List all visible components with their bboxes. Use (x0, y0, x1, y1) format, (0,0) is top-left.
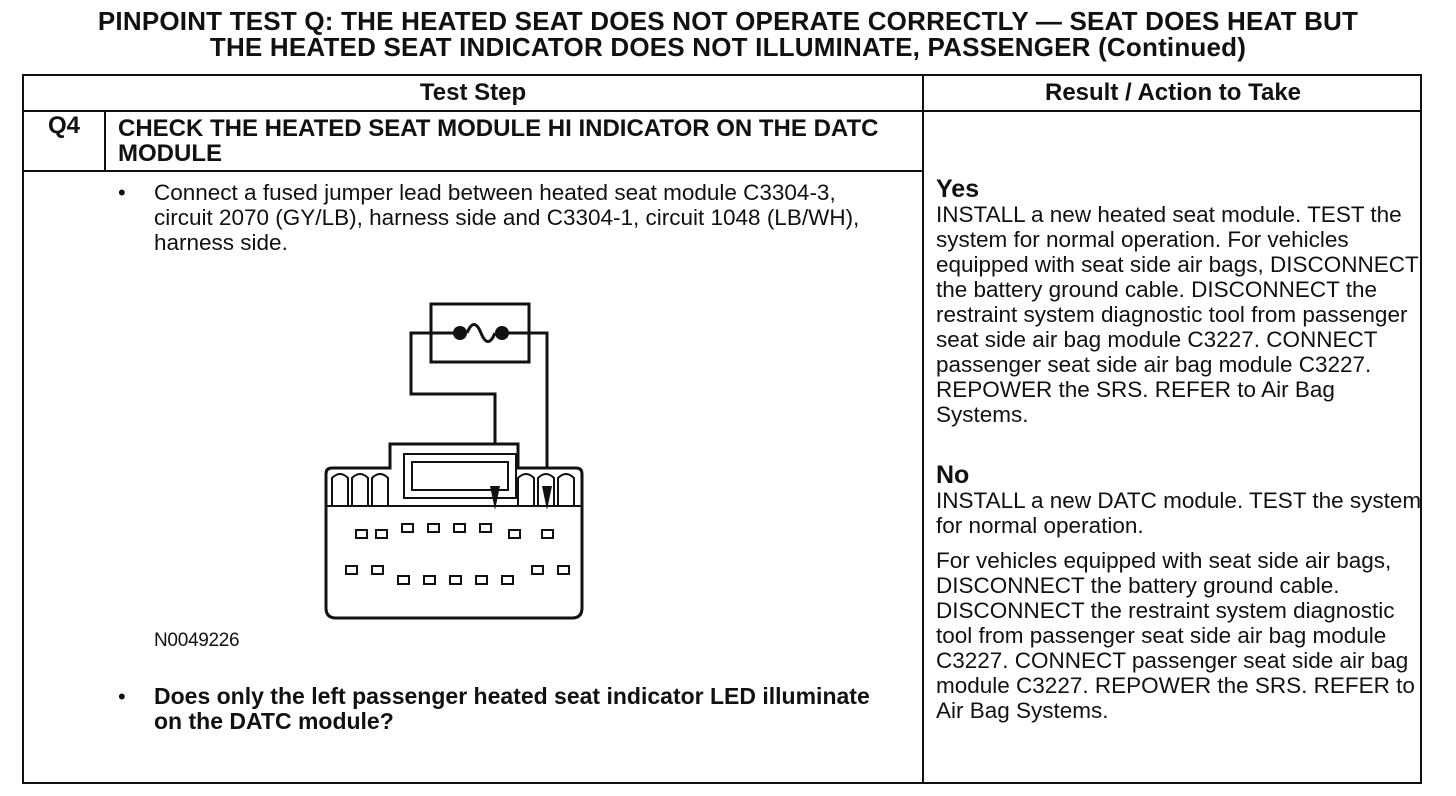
title-line-1: PINPOINT TEST Q: THE HEATED SEAT DOES NOT OPERATE CORRECTLY — SEAT DOES HEAT BUT (97, 6, 1359, 36)
column-header-result: Result / Action to Take (1044, 79, 1302, 106)
step-title-divider (24, 170, 922, 172)
header-divider (24, 110, 1420, 112)
result-no-additional: For vehicles equipped with seat side air bags, DISCONNECT the battery ground cable. DISCONNECT the restraint system diagnostic tool from passenger seat side air bag module C3227. CONNECT passenger seat side air bag module C3227. REPOWER the SRS. REFER to Air Bag Systems. (936, 548, 1415, 723)
result-no-text: INSTALL a new DATC module. TEST the system for normal operation. (936, 488, 1422, 538)
step-title: CHECK THE HEATED SEAT MODULE HI INDICATOR ON THE DATC MODULE (118, 115, 879, 167)
connector-jumper-diagram (304, 296, 604, 636)
result-no-label: No (936, 461, 970, 489)
bullet-marker: • (118, 684, 126, 709)
page-title (0, 8, 1456, 60)
step-question: Does only the left passenger heated seat indicator LED illuminate on the DATC module? (154, 683, 870, 734)
step-id: Q4 (47, 112, 80, 139)
figure-id: N0049226 (154, 630, 240, 651)
title-line-2: THE HEATED SEAT INDICATOR DOES NOT ILLUMINATE, PASSENGER (Continued) (209, 32, 1247, 62)
result-no (936, 462, 1422, 538)
instruction-text: Connect a fused jumper lead between heated seat module C3304-3, circuit 2070 (GY/LB), harness side and C3304-1, circuit 1048 (LB/WH), harness side. (154, 180, 860, 255)
result-yes-label: Yes (936, 175, 980, 203)
step-id-divider (104, 110, 106, 171)
bullet-marker: • (118, 180, 126, 205)
result-yes (936, 176, 1422, 427)
column-header-test-step: Test Step (419, 79, 527, 106)
pinpoint-test-table (22, 74, 1422, 784)
column-divider (922, 76, 924, 782)
result-yes-text: INSTALL a new heated seat module. TEST the system for normal operation. For vehicles equipped with seat side air bags, DISCONNECT the battery ground cable. DISCONNECT the restraint system diagnostic tool from passenger seat side air bag module C3227. CONNECT passenger seat side air bag module C3227. REPOWER the SRS. REFER to Air Bag Systems. (936, 202, 1419, 427)
